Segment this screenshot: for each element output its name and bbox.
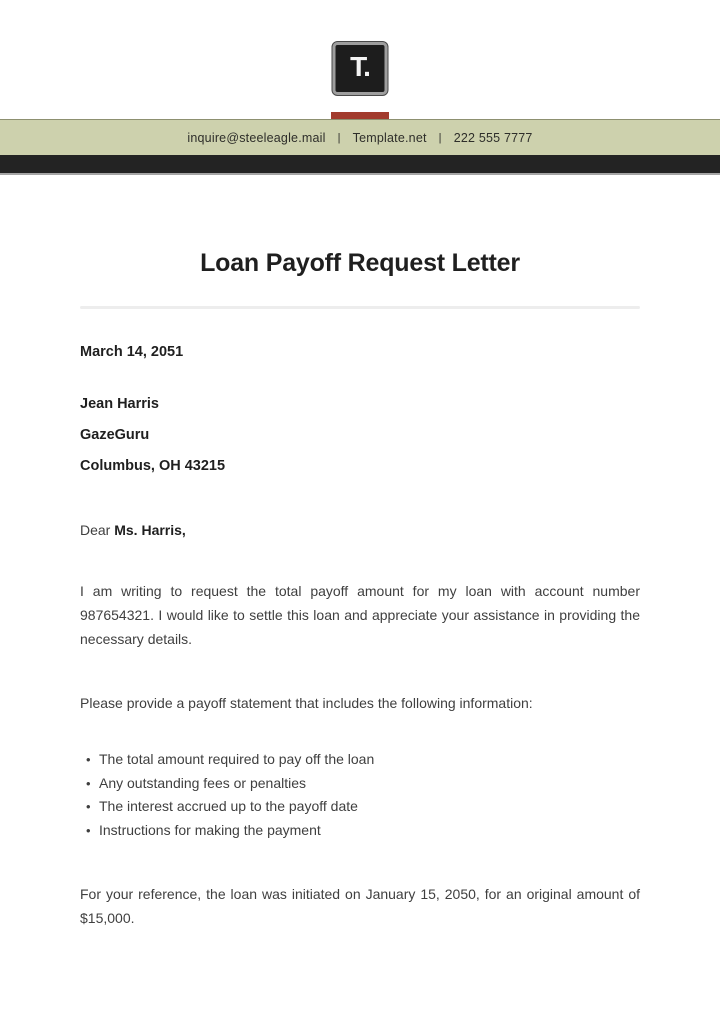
contact-website: Template.net xyxy=(352,130,427,145)
accent-bar xyxy=(331,112,389,119)
payoff-items-list xyxy=(80,748,640,842)
list-item: • The interest accrued up to the payoff date xyxy=(86,795,640,819)
contact-phone: 222 555 7777 xyxy=(453,130,533,145)
paragraph-reference: For your reference, the loan was initiated on January 15, 2050, for an original amount of $15,000. xyxy=(80,886,640,926)
recipient-company: GazeGuru xyxy=(80,427,150,443)
contact-separator: | xyxy=(438,131,442,144)
paragraph-statement-intro: Please provide a payoff statement that includes the following information: xyxy=(80,695,533,711)
list-item: • The total amount required to pay off the loan xyxy=(86,748,640,772)
salutation-name: Ms. Harris, xyxy=(114,522,186,538)
recipient-block xyxy=(80,389,640,482)
brand-logo xyxy=(333,42,388,95)
letter-date: March 14, 2051 xyxy=(80,344,184,360)
contact-email: inquire@steeleagle.mail xyxy=(187,130,326,145)
recipient-name: Jean Harris xyxy=(80,396,159,412)
contact-separator: | xyxy=(337,131,341,144)
letter-body xyxy=(0,245,720,930)
letter-title: Loan Payoff Request Letter xyxy=(200,249,520,277)
paragraph-request: I am writing to request the total payoff amount for my loan with account number 987654321. I would like to settle this loan and appreciate your assistance in providing the necessary details. xyxy=(80,583,640,647)
recipient-address: Columbus, OH 43215 xyxy=(80,458,226,474)
title-divider xyxy=(80,306,640,309)
letterhead xyxy=(0,0,720,112)
salutation-prefix: Dear xyxy=(80,522,115,538)
list-item: • Any outstanding fees or penalties xyxy=(86,772,640,796)
contact-band xyxy=(0,119,720,155)
header-divider-bar xyxy=(0,155,720,175)
list-item: • Instructions for making the payment xyxy=(86,819,640,843)
brand-logo-text: T. xyxy=(350,51,370,82)
salutation xyxy=(80,521,640,539)
